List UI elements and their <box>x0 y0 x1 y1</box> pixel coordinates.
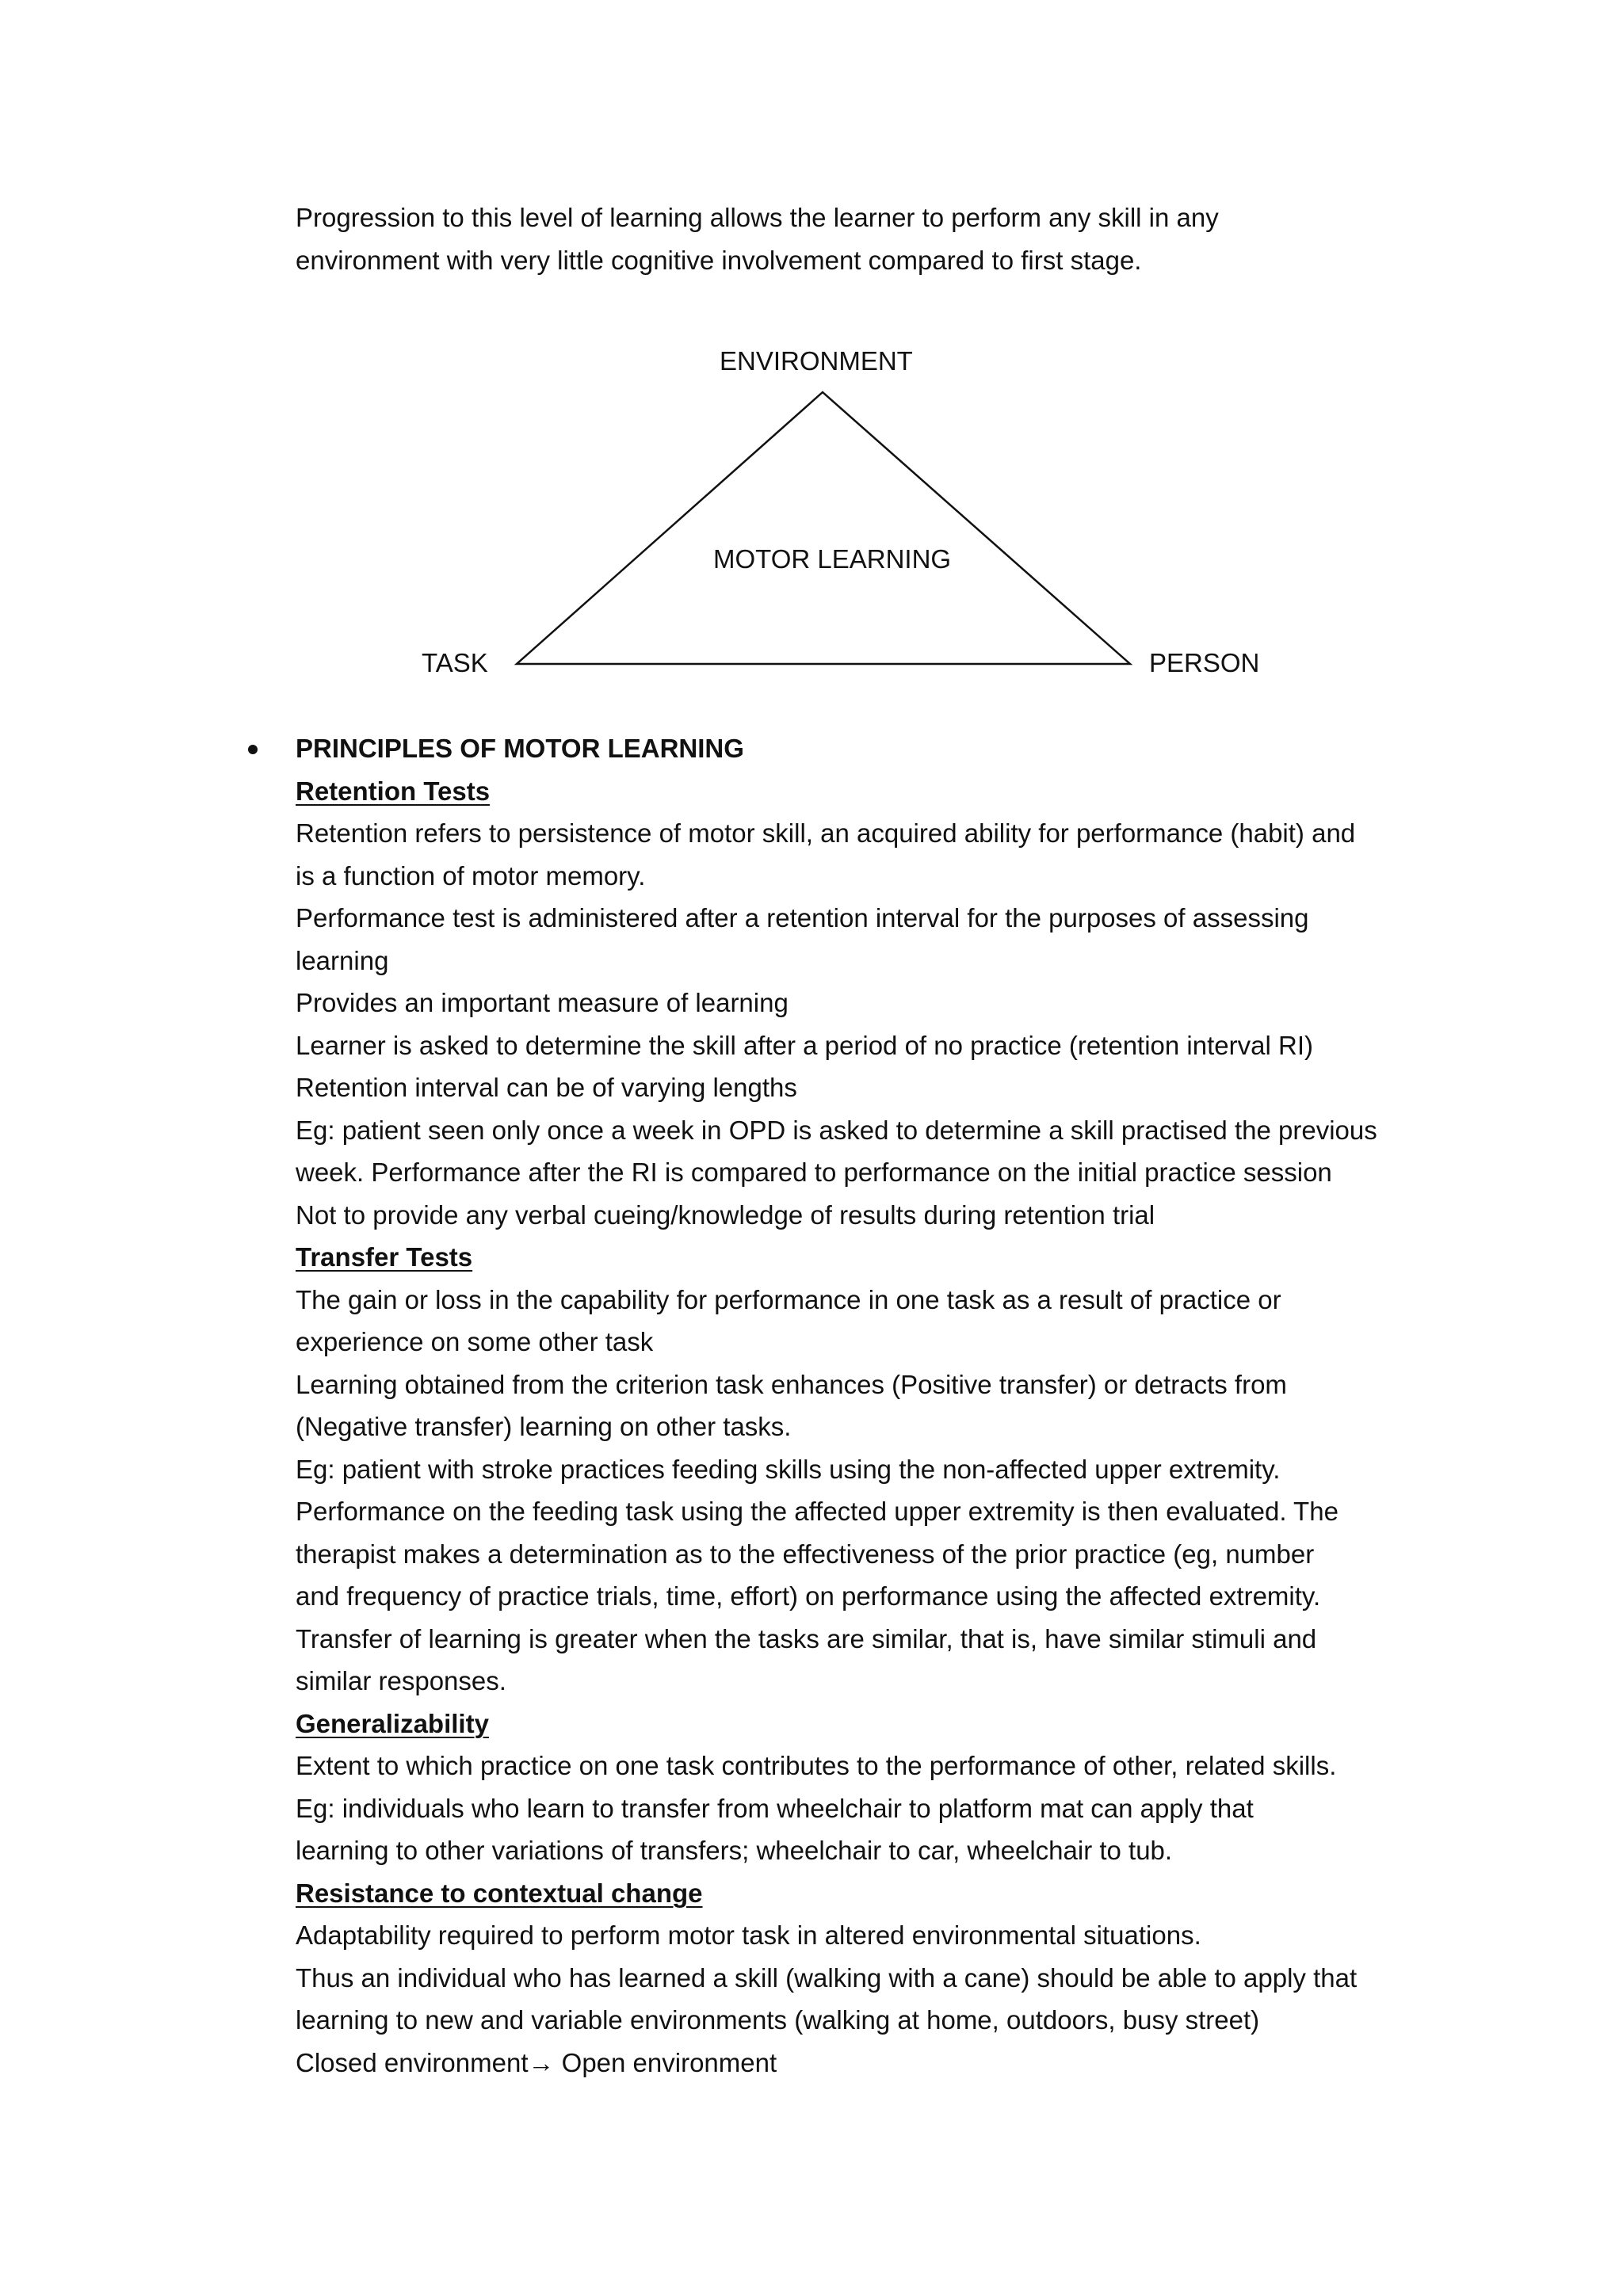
transfer-line: (Negative transfer) learning on other tasks. <box>296 1412 792 1441</box>
motor-learning-diagram <box>0 333 1623 697</box>
generalizability-line: Eg: individuals who learn to transfer from wheelchair to platform mat can apply that <box>296 1793 1254 1823</box>
triangle-graphic <box>0 333 1623 697</box>
intro-line: environment with very little cognitive involvement compared to first stage. <box>296 246 1142 275</box>
resistance-line: Thus an individual who has learned a skill (walking with a cane) should be able to apply that <box>296 1962 1358 1993</box>
retention-line: Retention refers to persistence of motor skill, an acquired ability for performance (habit) and <box>296 818 1356 848</box>
retention-line: Eg: patient seen only once a week in OPD is asked to determine a skill practised the previous <box>296 1115 1377 1145</box>
retention-line: learning <box>296 945 389 975</box>
principles-section <box>296 727 1468 2084</box>
motor-learning-label: MOTOR LEARNING <box>713 544 952 574</box>
transfer-line: Eg: patient with stroke practices feeding skills using the non-affected upper extremity. <box>296 1454 1281 1484</box>
transfer-line: therapist makes a determination as to the effectiveness of the prior practice (eg, number <box>296 1539 1315 1569</box>
task-label: TASK <box>422 648 488 677</box>
generalizability-heading: Generalizability <box>296 1708 489 1738</box>
environment-label: ENVIRONMENT <box>720 346 913 376</box>
retention-line: is a function of motor memory. <box>296 860 646 891</box>
transfer-line: Transfer of learning is greater when the tasks are similar, that is, have similar stimuli and <box>296 1623 1317 1653</box>
transfer-tests-heading: Transfer Tests <box>296 1242 473 1272</box>
bullet-icon <box>248 745 258 754</box>
principles-heading <box>296 727 1468 770</box>
transfer-line: similar responses. <box>296 1666 506 1695</box>
retention-line: Learner is asked to determine the skill after a period of no practice (retention interval RI) <box>296 1030 1313 1060</box>
generalizability-line: learning to other variations of transfers; wheelchair to car, wheelchair to tub. <box>296 1836 1173 1865</box>
resistance-line: Closed environment→ Open environment <box>296 2047 777 2077</box>
resistance-line: Adaptability required to perform motor task in altered environmental situations. <box>296 1920 1201 1950</box>
retention-line: Not to provide any verbal cueing/knowledge of results during retention trial <box>296 1199 1155 1230</box>
resistance-line: learning to new and variable environments (walking at home, outdoors, busy street) <box>296 2005 1260 2035</box>
resistance-heading: Resistance to contextual change <box>296 1878 703 1908</box>
transfer-line: and frequency of practice trials, time, effort) on performance using the affected extremity. <box>296 1581 1321 1611</box>
transfer-line: experience on some other task <box>296 1327 654 1356</box>
retention-line: week. Performance after the RI is compared to performance on the initial practice session <box>296 1158 1332 1187</box>
retention-line: Performance test is administered after a retention interval for the purposes of assessing <box>296 903 1309 933</box>
intro-paragraph <box>296 196 1445 282</box>
person-label: PERSON <box>1149 648 1260 677</box>
triangle-shape <box>517 392 1130 664</box>
transfer-line: Performance on the feeding task using the affected upper extremity is then evaluated. The <box>296 1497 1338 1526</box>
principles-heading-text: PRINCIPLES OF MOTOR LEARNING <box>296 734 744 763</box>
retention-line: Retention interval can be of varying lengths <box>296 1073 797 1102</box>
retention-tests-heading: Retention Tests <box>296 776 491 806</box>
transfer-line: The gain or loss in the capability for performance in one task as a result of practice or <box>296 1284 1281 1314</box>
generalizability-line: Extent to which practice on one task contributes to the performance of other, related skills. <box>296 1751 1337 1780</box>
transfer-line: Learning obtained from the criterion task enhances (Positive transfer) or detracts from <box>296 1369 1287 1399</box>
intro-line: Progression to this level of learning allows the learner to perform any skill in any <box>296 203 1219 232</box>
retention-line: Provides an important measure of learning <box>296 988 789 1017</box>
